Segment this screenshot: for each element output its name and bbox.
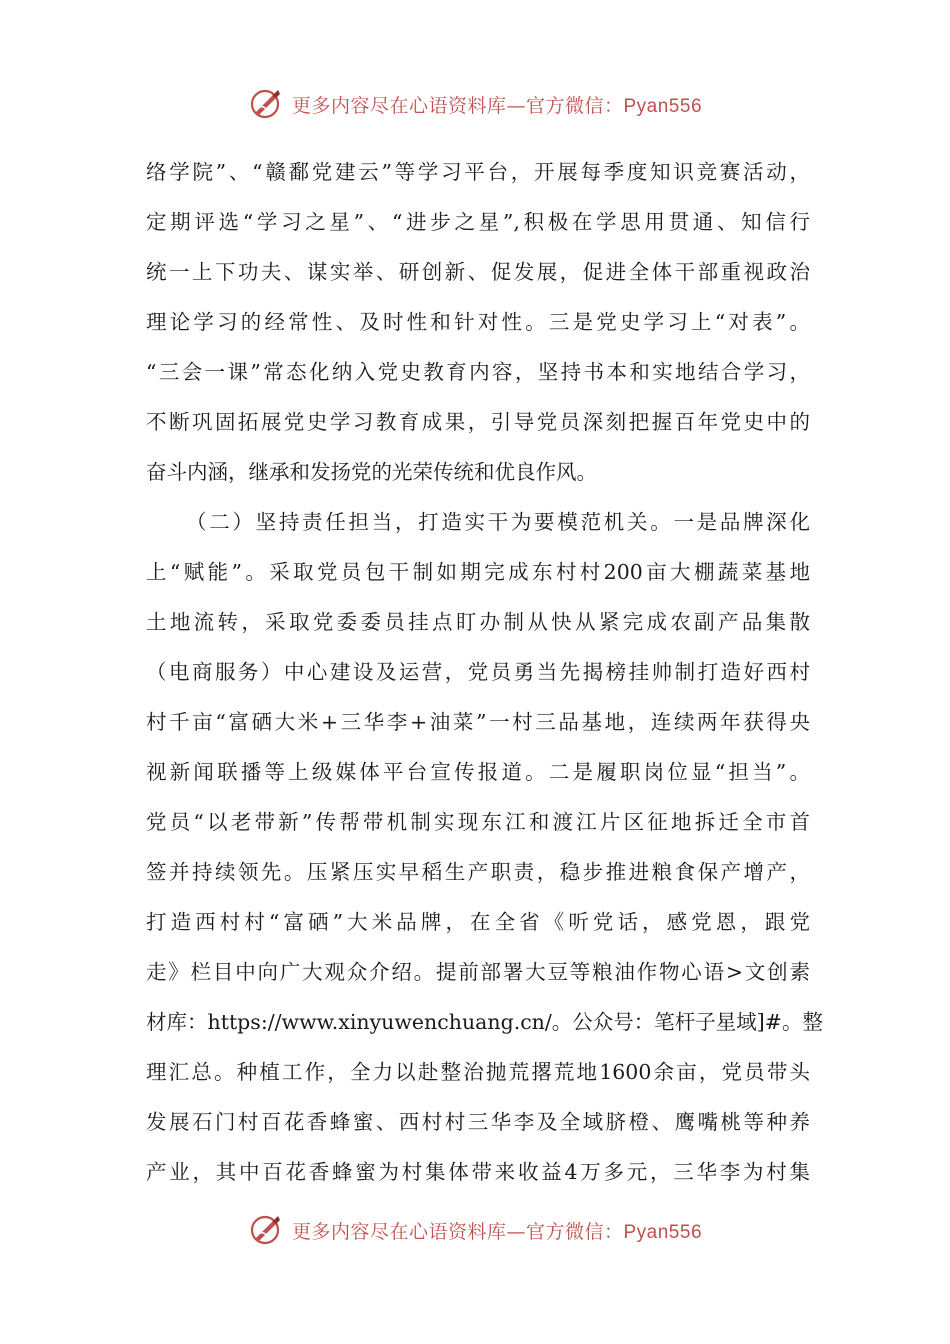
text-line: 打造西村村“富硒”大米品牌，在全省《听党话，感党恩，跟党 xyxy=(146,910,810,934)
text-line: 材库：https://www.xinyuwenchuang.cn/。公众号：笔杆子星域]#。整 xyxy=(146,1010,823,1034)
text-line: 理论学习的经常性、及时性和针对性。三是党史学习上“对表”。 xyxy=(146,310,810,334)
section-heading-line: （二）坚持责任担当，打造实干为要模范机关。一是品牌深化 xyxy=(186,510,810,534)
text-line: 土地流转，采取党委委员挂点盯办制从快从紧完成农副产品集散 xyxy=(146,610,810,634)
text-line: 理汇总。种植工作，全力以赴整治抛荒撂荒地1600余亩，党员带头 xyxy=(146,1060,810,1084)
document-body xyxy=(146,149,823,1199)
text-line: 村千亩“富硒大米+三华李+油菜”一村三品基地，连续两年获得央 xyxy=(146,710,810,734)
pen-logo-icon xyxy=(248,86,284,122)
watermark-banner-bottom xyxy=(0,1208,950,1252)
text-line: 奋斗内涵，继承和发扬党的光荣传统和优良作风。 xyxy=(146,460,597,484)
text-line: 络学院”、“赣鄱党建云”等学习平台，开展每季度知识竞赛活动， xyxy=(146,160,810,184)
pen-logo-icon xyxy=(248,1212,284,1248)
text-line: “三会一课”常态化纳入党史教育内容，坚持书本和实地结合学习， xyxy=(146,360,810,384)
watermark-text: 更多内容尽在心语资料库—官方微信：Pyan556 xyxy=(291,94,703,117)
wechat-id: Pyan556 xyxy=(623,95,703,117)
text-line: 定期评选“学习之星”、“进步之星”,积极在学思用贯通、知信行 xyxy=(146,210,810,234)
text-line: 走》栏目中向广大观众介绍。提前部署大豆等粮油作物心语>文创素 xyxy=(146,960,810,984)
watermark-banner-top xyxy=(0,82,950,126)
wechat-id: Pyan556 xyxy=(623,1221,703,1243)
text-line: （电商服务）中心建设及运营，党员勇当先揭榜挂帅制打造好西村 xyxy=(146,660,810,684)
text-line: 产业，其中百花香蜂蜜为村集体带来收益4万多元，三华李为村集 xyxy=(146,1160,810,1184)
text-line: 党员“以老带新”传帮带机制实现东江和渡江片区征地拆迁全市首 xyxy=(146,810,810,834)
text-line: 不断巩固拓展党史学习教育成果，引导党员深刻把握百年党史中的 xyxy=(146,410,810,434)
watermark-text: 更多内容尽在心语资料库—官方微信：Pyan556 xyxy=(291,1220,703,1243)
text-line: 发展石门村百花香蜂蜜、西村村三华李及全域脐橙、鹰嘴桃等种养 xyxy=(146,1110,810,1134)
text-line: 统一上下功夫、谋实举、研创新、促发展，促进全体干部重视政治 xyxy=(146,260,810,284)
text-line: 上“赋能”。采取党员包干制如期完成东村村200亩大棚蔬菜基地 xyxy=(146,560,810,584)
text-line: 视新闻联播等上级媒体平台宣传报道。二是履职岗位显“担当”。 xyxy=(146,760,810,784)
text-line: 签并持续领先。压紧压实早稻生产职责，稳步推进粮食保产增产， xyxy=(146,860,810,884)
